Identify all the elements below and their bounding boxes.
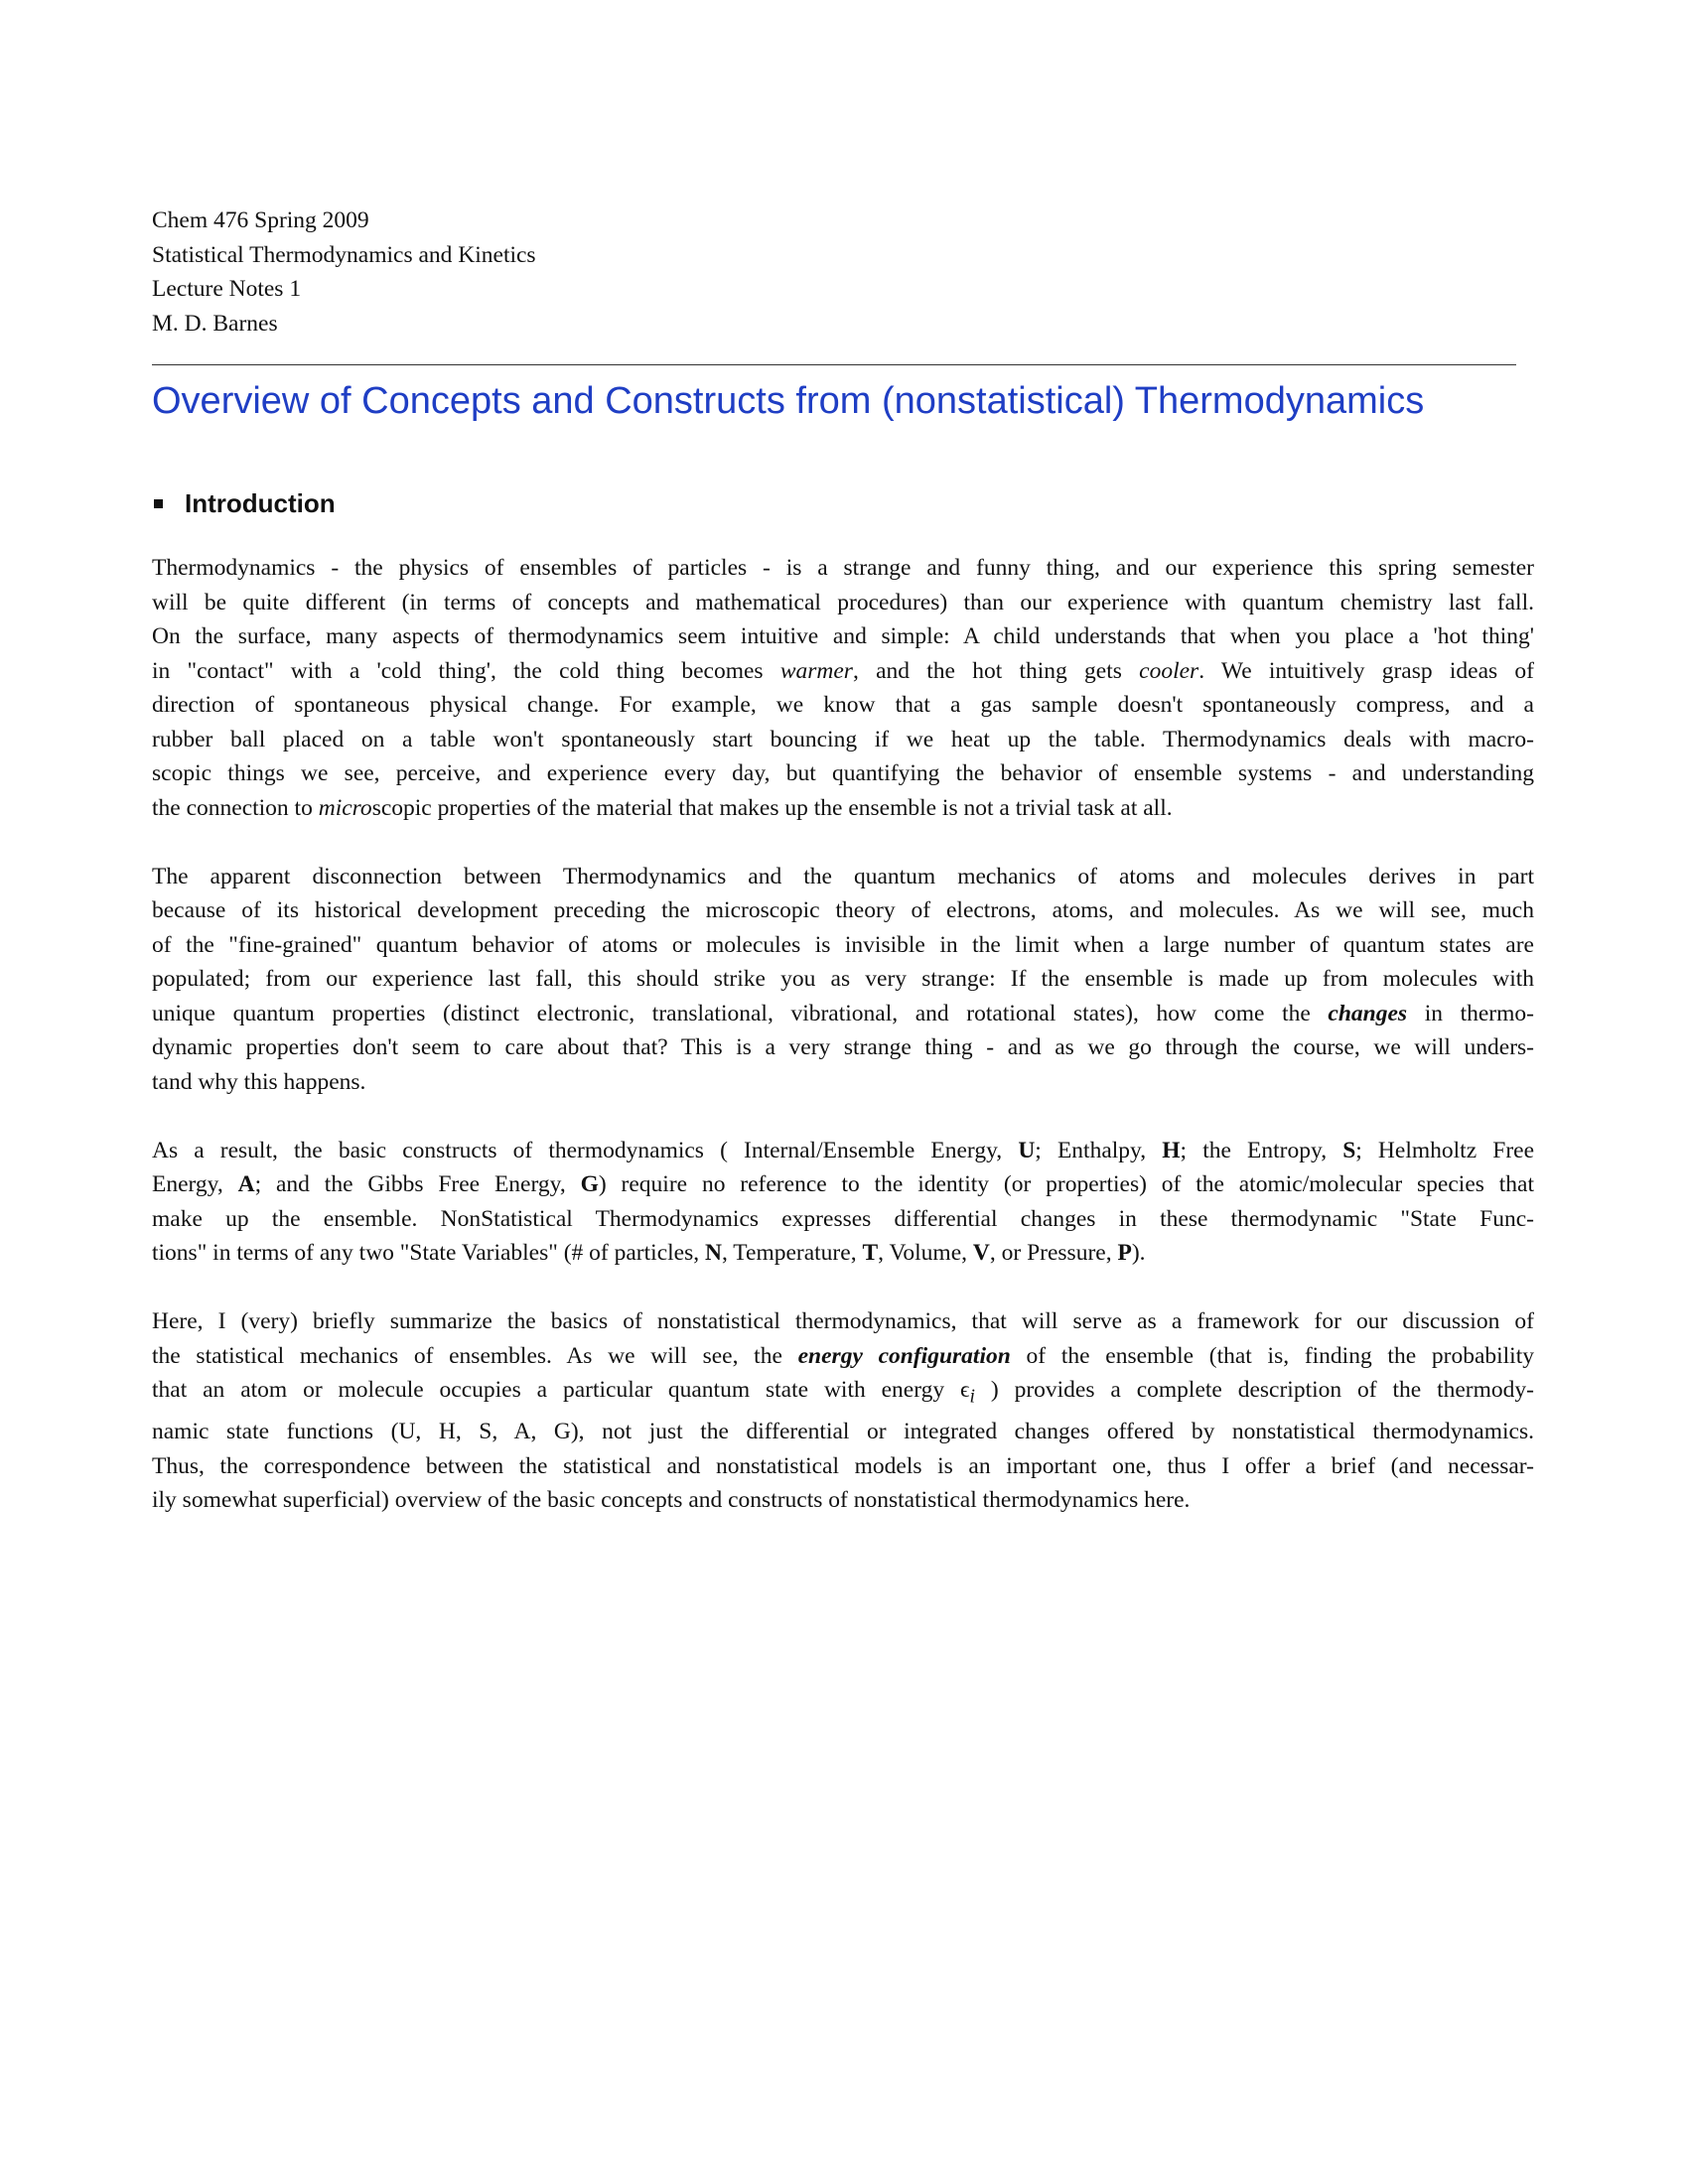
text-line	[152, 1339, 1534, 1374]
horizontal-rule	[152, 364, 1516, 365]
symbol-G: G	[580, 1171, 599, 1197]
symbol-T: T	[862, 1240, 879, 1266]
document-page	[152, 204, 1534, 1518]
text-run: of the ensemble (that is, finding the probability	[1010, 1342, 1534, 1369]
text-line	[152, 1373, 1534, 1415]
symbol-S: S	[1342, 1137, 1356, 1163]
epsilon-subscript: i	[969, 1386, 975, 1408]
text-line: scopic things we see, perceive, and experience every day, but quantifying the behavior of ensemble systems - and understanding	[152, 760, 1534, 786]
paragraph-1	[152, 551, 1534, 825]
square-bullet-icon	[154, 499, 163, 508]
text-line: populated; from our experience last fall, this should strike you as very strange: If the ensemble is made up from molecules with	[152, 966, 1534, 992]
emphasis-changes: changes	[1328, 1000, 1408, 1026]
text-run: , Volume,	[878, 1240, 973, 1266]
text-run: the statistical mechanics of ensembles. As we will see, the	[152, 1342, 798, 1369]
text-line: ily somewhat superficial) overview of the basic concepts and constructs of nonstatistical thermodynamics here.	[152, 1487, 1191, 1514]
text-run: the connection to	[152, 794, 319, 821]
symbol-A: A	[237, 1171, 255, 1197]
emphasis-cooler: cooler	[1139, 657, 1199, 684]
text-line	[152, 654, 1534, 689]
text-line	[152, 997, 1534, 1031]
text-run: ).	[1131, 1240, 1146, 1266]
text-line: namic state functions (U, H, S, A, G), not just the differential or integrated changes offered by nonstatistical thermodynamics.	[152, 1419, 1534, 1445]
section-header	[152, 486, 1534, 520]
lecture-notes-line: Lecture Notes 1	[152, 276, 302, 302]
paragraph-2	[152, 860, 1534, 1100]
symbol-U: U	[1018, 1137, 1036, 1163]
emphasis-warmer: warmer	[779, 657, 853, 684]
author-line: M. D. Barnes	[152, 310, 278, 337]
text-run: unique quantum properties (distinct electronic, translational, vibrational, and rotational states), how come the	[152, 1000, 1329, 1026]
text-run: in thermo-	[1407, 1000, 1534, 1026]
text-run: that an atom or molecule occupies a particular quantum state with energy	[152, 1377, 961, 1403]
document-title: Overview of Concepts and Constructs from (nonstatistical) Thermodynamics	[152, 380, 1425, 422]
text-run: in "contact" with a 'cold thing', the cold thing becomes	[152, 657, 780, 684]
text-run: , Temperature,	[721, 1240, 863, 1266]
course-line: Chem 476 Spring 2009	[152, 207, 369, 233]
text-line	[152, 1236, 1534, 1271]
text-line: will be quite different (in terms of concepts and mathematical procedures) than our experience with quantum chemistry last fall.	[152, 589, 1534, 615]
text-run: , and the hot thing gets	[852, 657, 1140, 684]
text-run: ) require no reference to the identity (or properties) of the atomic/molecular species that	[598, 1171, 1534, 1197]
text-line: of the "fine-grained" quantum behavior of atoms or molecules is invisible in the limit when a large number of quantum states are	[152, 931, 1534, 958]
symbol-P: P	[1117, 1240, 1132, 1266]
text-line: rubber ball placed on a table won't spontaneously start bouncing if we heat up the table. Thermodynamics deals with macro-	[152, 726, 1534, 752]
symbol-H: H	[1162, 1137, 1181, 1163]
text-run: scopic properties of the material that makes up the ensemble is not a trivial task at all.	[371, 794, 1173, 821]
text-run: ; Enthalpy,	[1035, 1137, 1163, 1163]
text-line: because of its historical development preceding the microscopic theory of electrons, atoms, and molecules. As we will see, much	[152, 897, 1534, 923]
text-run: , or Pressure,	[989, 1240, 1118, 1266]
text-line	[152, 1134, 1534, 1168]
text-run: As a result, the basic constructs of thermodynamics ( Internal/Ensemble Energy,	[152, 1137, 1019, 1163]
text-line: The apparent disconnection between Thermodynamics and the quantum mechanics of atoms and molecules derives in part	[152, 863, 1534, 889]
text-line: dynamic properties don't seem to care about that? This is a very strange thing - and as we go through the course, we will unders-	[152, 1034, 1534, 1060]
subject-line: Statistical Thermodynamics and Kinetics	[152, 241, 536, 268]
text-run: ; and the Gibbs Free Energy,	[254, 1171, 581, 1197]
text-line: Thermodynamics - the physics of ensembles of particles - is a strange and funny thing, and our experience this spring semester	[152, 555, 1534, 581]
text-line: make up the ensemble. NonStatistical Thermodynamics expresses differential changes in these thermodynamic "State Func-	[152, 1205, 1534, 1232]
text-run: . We intuitively grasp ideas of	[1198, 657, 1534, 684]
text-line: Thus, the correspondence between the statistical and nonstatistical models is an important one, thus I offer a brief (and necessar-	[152, 1452, 1534, 1479]
emphasis-energy-configuration: energy configuration	[797, 1342, 1011, 1369]
paragraph-4	[152, 1304, 1534, 1518]
text-line: direction of spontaneous physical change. For example, we know that a gas sample doesn't spontaneously compress, and a	[152, 692, 1534, 718]
document-header	[152, 204, 1534, 341]
epsilon-symbol: ϵ	[960, 1377, 970, 1403]
section-heading: Introduction	[185, 488, 336, 518]
emphasis-micro: micro	[318, 794, 372, 821]
paragraph-3	[152, 1134, 1534, 1271]
text-run: ; Helmholtz Free	[1355, 1137, 1535, 1163]
symbol-N: N	[704, 1240, 722, 1266]
text-run: ; the Entropy,	[1180, 1137, 1343, 1163]
text-line	[152, 1167, 1534, 1202]
text-line: tand why this happens.	[152, 1068, 366, 1095]
text-line	[152, 791, 1534, 826]
text-run: Energy,	[152, 1171, 238, 1197]
symbol-V: V	[972, 1240, 990, 1266]
text-line: Here, I (very) briefly summarize the basics of nonstatistical thermodynamics, that will serve as a framework for our discussion of	[152, 1308, 1534, 1334]
text-run: tions" in terms of any two "State Variables" (# of particles,	[152, 1240, 705, 1266]
text-run: ) provides a complete description of the thermody-	[974, 1377, 1534, 1403]
text-line: On the surface, many aspects of thermodynamics seem intuitive and simple: A child understands that when you place a 'hot thing'	[152, 623, 1534, 649]
